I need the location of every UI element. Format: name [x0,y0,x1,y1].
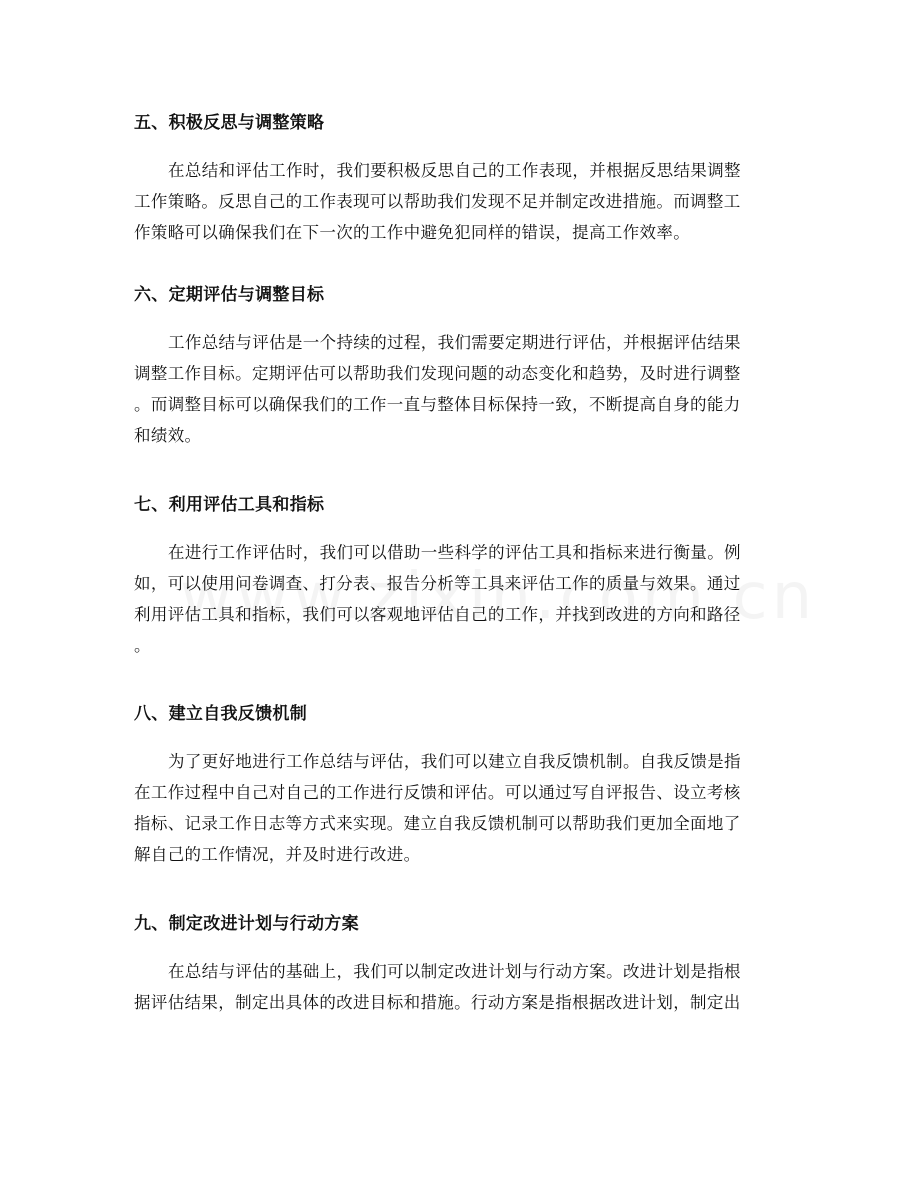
paragraph-line: 在总结和评估工作时，我们要积极反思自己的工作表现，并根据反思结果调整 [168,161,741,180]
section-paragraph [134,956,786,1018]
paragraph-line: 据评估结果，制定出具体的改进目标和措施。行动方案是指根据改进计划，制定出 [134,993,741,1012]
paragraph-line: 作策略可以确保我们在下一次的工作中避免犯同样的错误，提高工作效率。 [134,223,691,242]
section-paragraph [134,155,786,248]
paragraph-line: 在工作过程中自己对自己的工作进行反馈和评估。可以通过写自评报告、设立考核 [134,783,741,802]
paragraph-line: 在进行工作评估时，我们可以借助一些科学的评估工具和指标来进行衡量。例 [168,543,741,562]
paragraph-line: 指标、记录工作日志等方式来实现。建立自我反馈机制可以帮助我们更加全面地了 [134,814,741,833]
paragraph-line: 如，可以使用问卷调查、打分表、报告分析等工具来评估工作的质量与效果。通过 [134,574,741,593]
paragraph-line: 解自己的工作情况，并及时进行改进。 [134,845,421,864]
paragraph-line: 工作总结与评估是一个持续的过程，我们需要定期进行评估，并根据评估结果 [168,333,741,352]
paragraph-line: 和绩效。 [134,426,202,445]
paragraph-line: 利用评估工具和指标，我们可以客观地评估自己的工作，并找到改进的方向和路径 [134,605,741,624]
section-heading: 七、利用评估工具和指标 [134,495,325,515]
paragraph-line: 。而调整目标可以确保我们的工作一直与整体目标保持一致，不断提高自身的能力 [134,395,741,414]
section-heading: 五、积极反思与调整策略 [134,113,325,133]
paragraph-line: 在总结与评估的基础上，我们可以制定改进计划与行动方案。改进计划是指根 [168,962,741,981]
section-heading: 九、制定改进计划与行动方案 [134,914,359,934]
section-paragraph [134,746,786,870]
section-paragraph [134,327,786,451]
section-heading: 六、定期评估与调整目标 [134,285,325,305]
paragraph-line: 为了更好地进行工作总结与评估，我们可以建立自我反馈机制。自我反馈是指 [168,752,741,771]
paragraph-line: 。 [134,636,151,655]
section-heading: 八、建立自我反馈机制 [134,704,307,724]
paragraph-line: 工作策略。反思自己的工作表现可以帮助我们发现不足并制定改进措施。而调整工 [134,192,741,211]
section-paragraph [134,537,786,661]
paragraph-line: 调整工作目标。定期评估可以帮助我们发现问题的动态变化和趋势，及时进行调整 [134,364,741,383]
